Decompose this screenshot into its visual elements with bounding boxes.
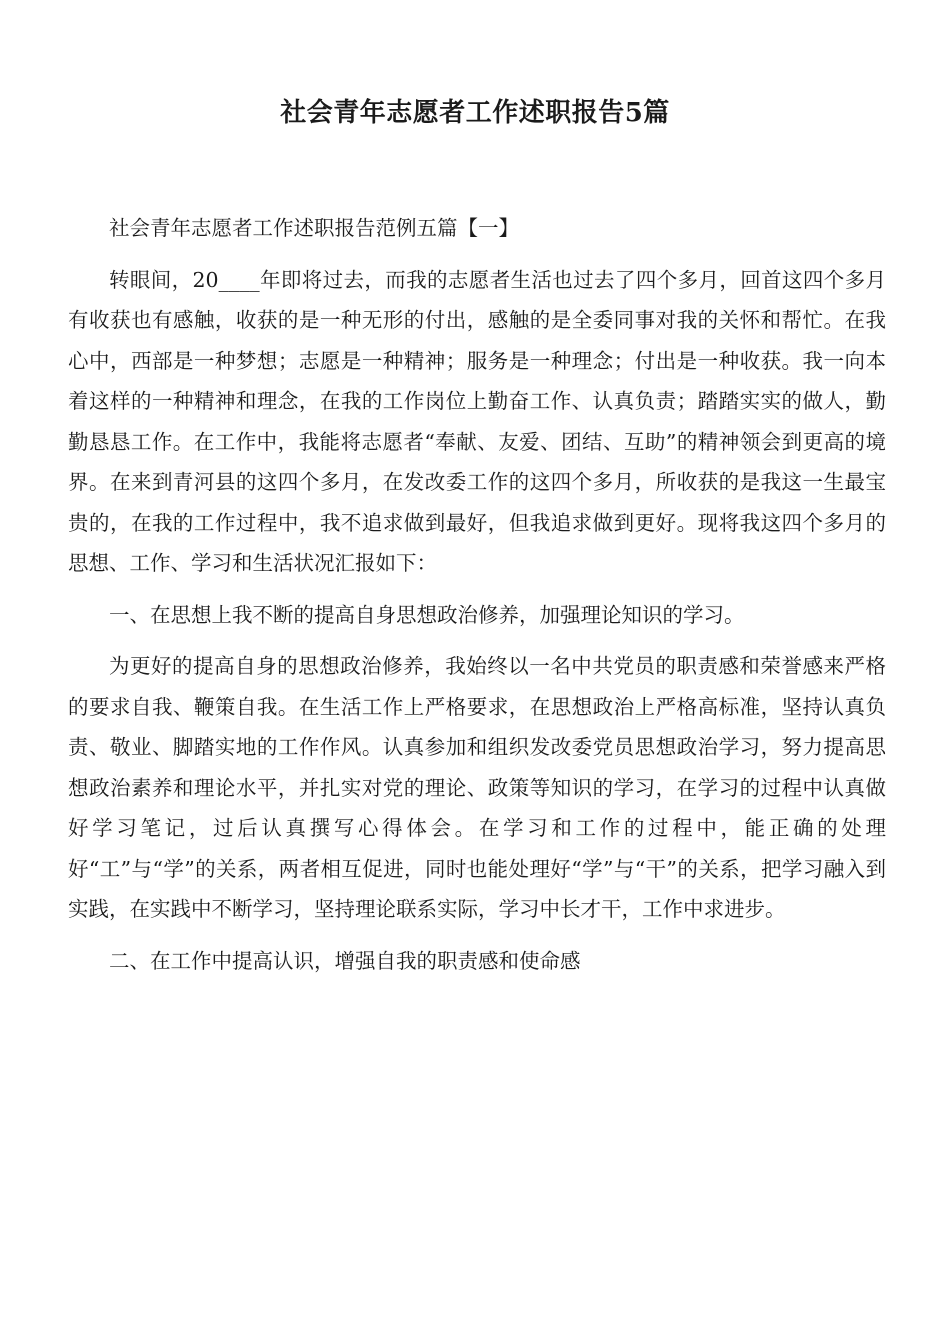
section-heading: 社会青年志愿者工作述职报告范例五篇【一】 [109,216,519,240]
paragraph: 为更好的提高自身的思想政治修养，我始终以一名中共党员的职责感和荣誉感来严格的要求自我、鞭策自我。在生活工作上严格要求，在思想政治上严格高标准，坚持认真负责、敬业、脚踏实地的工作作风。认真参加和组织发改委党员思想政治学习，努力提高思想政治素养和理论水平，并扎实对党的理论、政策等知识的学习，在学习的过程中认真做好学习笔记，过后认真撰写心得体会。在学习和工作的过程中，能正确的处理好“工”与“学”的关系，两者相互促进，同时也能处理好“学”与“干”的关系，把学习融入到实践，在实践中不断学习，坚持理论联系实际，学习中长才干，工作中求进步。 [68,654,886,921]
subheading: 一、在思想上我不断的提高自身思想政治修养，加强理论知识的学习。 [109,602,745,627]
document-title: 社会青年志愿者工作述职报告5篇 [280,98,670,128]
paragraph: 转眼间，20____年即将过去，而我的志愿者生活也过去了四个多月，回首这四个多月有收获也有感触，收获的是一种无形的付出，感触的是全委同事对我的关怀和帮忙。在我心中，西部是一种梦想；志愿是一种精神；服务是一种理念；付出是一种收获。我一向本着这样的一种精神和理念，在我的工作岗位上勤奋工作、认真负责；踏踏实实的做人，勤勤恳恳工作。在工作中，我能将志愿者“奉献、友爱、团结、互助”的精神领会到更高的境界。在来到青河县的这四个多月，在发改委工作的这四个多月，所收获的是我这一生最宝贵的，在我的工作过程中，我不追求做到最好，但我追求做到更好。现将我这四个多月的思想、工作、学习和生活状况汇报如下： [68,267,886,575]
subheading: 二、在工作中提高认识，增强自我的职责感和使命感 [109,948,581,973]
document-body [68,208,886,992]
